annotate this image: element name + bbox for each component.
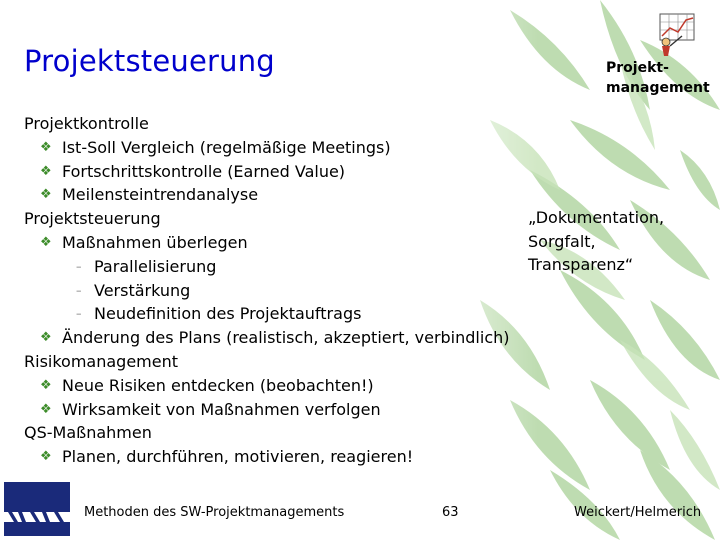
list-item-text: Maßnahmen überlegen <box>62 232 248 252</box>
page-title: Projektsteuerung <box>24 44 275 78</box>
list-item <box>24 445 584 469</box>
footer-course: Methoden des SW-Projektmanagements <box>84 505 345 520</box>
section-heading: QS-Maßnahmen <box>24 423 152 443</box>
list-item <box>24 136 584 160</box>
list-item-text: Neue Risiken entdecken (beobachten!) <box>62 375 374 395</box>
list-item <box>24 398 584 422</box>
list-item-text: Planen, durchführen, motivieren, reagieren! <box>62 447 414 467</box>
list-item <box>24 231 584 255</box>
list-item <box>24 374 584 398</box>
diamond-bullet-icon: ❖ <box>40 187 52 203</box>
diamond-bullet-icon: ❖ <box>40 330 52 346</box>
chart-figure-icon <box>652 10 708 58</box>
diamond-bullet-icon: ❖ <box>40 377 52 393</box>
section-heading: Projektkontrolle <box>24 114 149 133</box>
topic-tag-line-2: management <box>606 80 710 96</box>
diamond-bullet-icon: ❖ <box>40 449 52 465</box>
dash-icon: – <box>76 283 82 297</box>
list-item-text: Ist-Soll Vergleich (regelmäßige Meetings) <box>62 137 391 157</box>
sub-list-item-text: Verstärkung <box>94 280 191 300</box>
sub-list-item-text: Neudefinition des Projektauftrags <box>94 304 362 324</box>
sub-list-item-text: Parallelisierung <box>94 256 217 276</box>
sub-list-item <box>24 279 584 303</box>
dash-icon: – <box>76 307 82 321</box>
topic-tag-line-1: Projekt- <box>606 60 669 76</box>
list-item <box>24 160 584 184</box>
footer-page-number: 63 <box>442 505 459 520</box>
diamond-bullet-icon: ❖ <box>40 234 52 250</box>
list-item-text: Änderung des Plans (realistisch, akzeptiert, verbindlich) <box>62 328 510 348</box>
dash-icon: – <box>76 259 82 273</box>
side-quote <box>528 206 664 277</box>
institute-logo <box>4 482 70 536</box>
list-item <box>24 183 584 207</box>
slide-body <box>24 112 584 469</box>
diamond-bullet-icon: ❖ <box>40 163 52 179</box>
topic-tag <box>606 58 710 98</box>
section-heading: Risikomanagement <box>24 351 179 371</box>
list-item-text: Meilensteintrendanalyse <box>62 185 259 205</box>
sub-list-item <box>24 302 584 326</box>
section-heading: Projektsteuerung <box>24 209 161 229</box>
side-quote-line-3: Transparenz“ <box>528 255 634 274</box>
footer-author: Weickert/Helmerich <box>574 505 702 520</box>
diamond-bullet-icon: ❖ <box>40 139 52 155</box>
list-item <box>24 326 584 350</box>
diamond-bullet-icon: ❖ <box>40 401 52 417</box>
list-item-text: Fortschrittskontrolle (Earned Value) <box>62 161 346 181</box>
list-item-text: Wirksamkeit von Maßnahmen verfolgen <box>62 399 381 419</box>
sub-list-item <box>24 255 584 279</box>
side-quote-line-1: „Dokumentation, <box>528 208 665 227</box>
side-quote-line-2: Sorgfalt, <box>528 231 596 251</box>
